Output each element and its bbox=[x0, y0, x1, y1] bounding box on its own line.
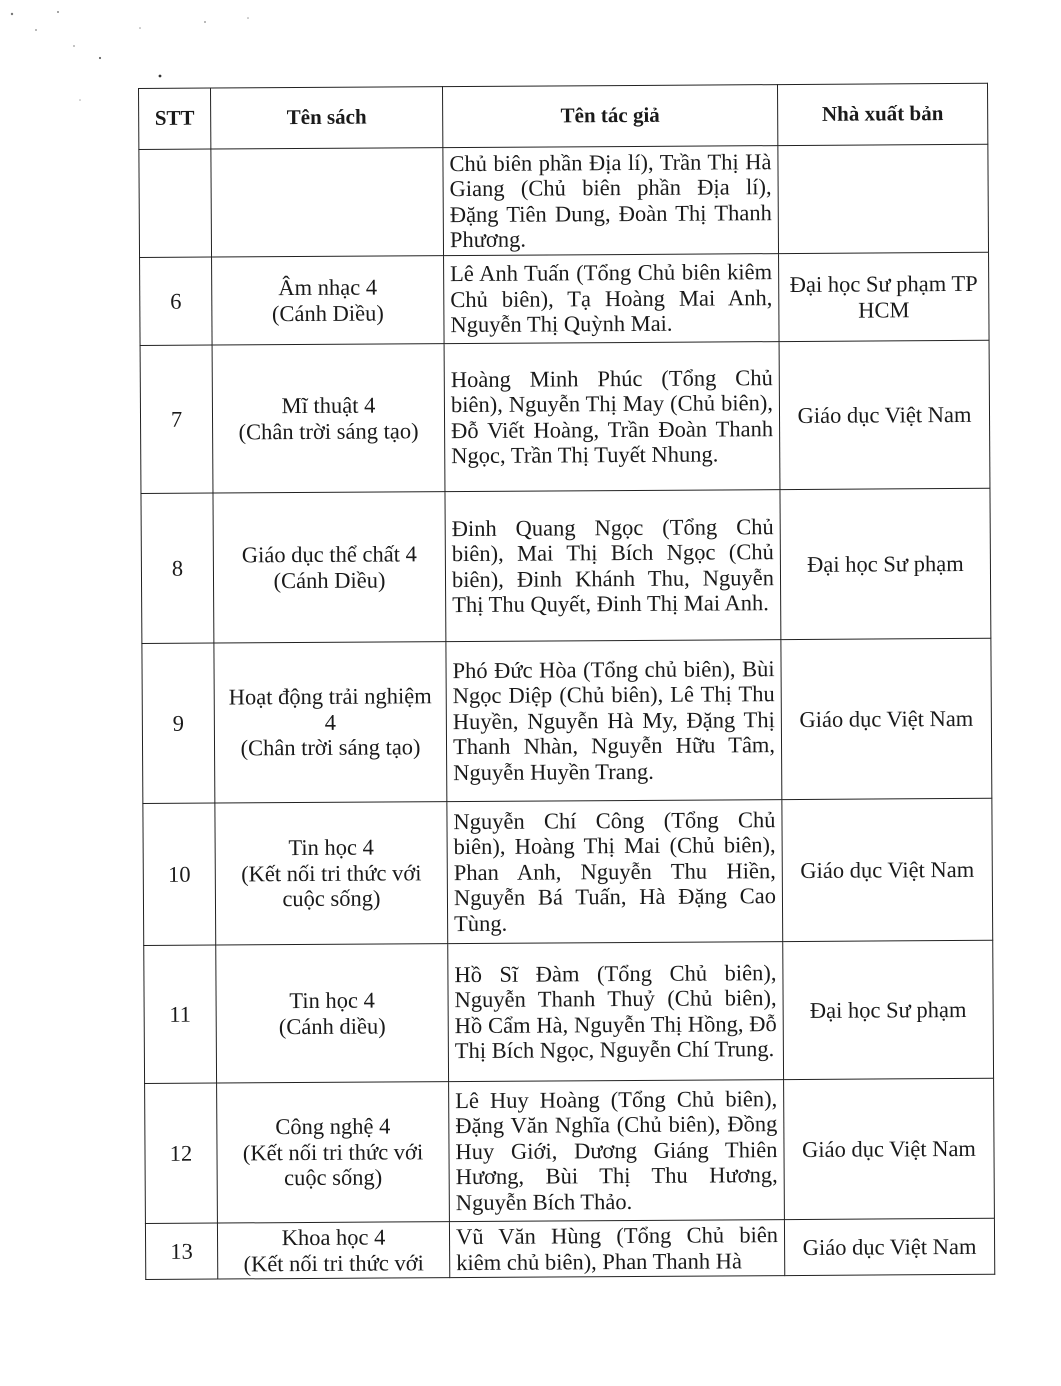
table-row bbox=[145, 1218, 994, 1279]
book-title: Mĩ thuật 4 bbox=[281, 392, 376, 419]
table-row bbox=[143, 798, 993, 945]
row-book-name bbox=[213, 492, 446, 643]
row-stt: 6 bbox=[140, 257, 213, 345]
book-series: (Chân trời sáng tạo) bbox=[240, 734, 421, 761]
book-title: Tin học 4 bbox=[288, 834, 374, 861]
row-publisher: Giáo dục Việt Nam bbox=[779, 340, 990, 489]
row-publisher: Giáo dục Việt Nam bbox=[781, 638, 992, 799]
book-series: (Cánh Diều) bbox=[273, 566, 386, 593]
row-author: Hoàng Minh Phúc (Tổng Chủ biên), Nguyễn Thị May (Chủ biên), Đỗ Viết Hoàng, Trần Đoàn Thanh Ngọc, Trần Thị Tuyết Nhung. bbox=[444, 342, 780, 492]
row-author: Chủ biên phần Địa lí), Trần Thị Hà Giang (Chủ biên phần Địa lí), Đặng Tiên Dung, Đoàn Thị Thanh Phương. bbox=[443, 146, 779, 256]
table-row bbox=[140, 340, 990, 493]
row-author: Vũ Văn Hùng (Tổng Chủ biên kiêm chủ biên), Phan Thanh Hà bbox=[449, 1220, 784, 1278]
row-publisher: Đại học Sư phạm bbox=[780, 488, 991, 639]
book-series: (Cánh Diều) bbox=[271, 300, 384, 326]
book-title: Tin học 4 bbox=[289, 987, 375, 1014]
row-book-name bbox=[215, 802, 448, 945]
header-author: Tên tác giả bbox=[442, 85, 777, 148]
row-book-name bbox=[217, 1222, 449, 1279]
row-publisher bbox=[778, 144, 989, 253]
table-row bbox=[144, 940, 994, 1083]
row-book-name bbox=[212, 256, 445, 345]
row-publisher: Giáo dục Việt Nam bbox=[784, 1078, 995, 1219]
book-title: Giáo dục thể chất 4 bbox=[241, 541, 417, 568]
row-author: Phó Đức Hòa (Tổng chủ biên), Bùi Ngọc Diệp (Chủ biên), Lê Thị Thu Huyền, Nguyễn Hà My, Đặng Thị Thanh Nhàn, Nguyễn Hữu Tâm, Nguyễn Huyền Trang. bbox=[446, 640, 782, 802]
header-stt: STT bbox=[139, 88, 211, 149]
book-series: (Kết nối tri thức với bbox=[243, 1249, 424, 1276]
row-publisher: Giáo dục Việt Nam bbox=[784, 1218, 994, 1275]
header-book-name: Tên sách bbox=[211, 87, 443, 149]
row-publisher: Đại học Sư phạm TP HCM bbox=[779, 252, 990, 341]
row-stt: 12 bbox=[145, 1083, 218, 1223]
row-stt: 8 bbox=[141, 493, 214, 643]
document-page bbox=[138, 83, 994, 1280]
row-stt: 11 bbox=[144, 945, 217, 1083]
book-series: (Kết nối tri thức với cuộc sống) bbox=[241, 860, 422, 912]
row-author: Đinh Quang Ngọc (Tổng Chủ biên), Mai Thị Bích Ngọc (Chủ biên), Đinh Khánh Thu, Nguyễn Thị Thu Quyết, Đinh Thị Mai Anh. bbox=[445, 490, 781, 642]
row-author: Nguyễn Chí Công (Tổng Chủ biên), Hoàng Thị Mai (Chủ biên), Phan Anh, Nguyễn Thu Hiền, Nguyễn Bá Tuấn, Hà Đặng Cao Tùng. bbox=[447, 800, 783, 944]
table-row bbox=[145, 1078, 995, 1223]
book-series: (Cánh diều) bbox=[278, 1013, 386, 1039]
table-row bbox=[139, 144, 989, 257]
textbook-table bbox=[138, 83, 995, 1280]
row-stt bbox=[139, 149, 212, 257]
row-book-name bbox=[214, 642, 447, 803]
row-stt: 9 bbox=[142, 643, 215, 803]
book-series: (Chân trời sáng tạo) bbox=[238, 417, 419, 444]
row-stt: 13 bbox=[145, 1223, 217, 1279]
book-title: Công nghệ 4 bbox=[275, 1113, 391, 1140]
row-author: Lê Anh Tuấn (Tổng Chủ biên kiêm Chủ biên), Tạ Hoàng Mai Anh, Nguyễn Thị Quỳnh Mai. bbox=[444, 254, 780, 344]
book-title: Khoa học 4 bbox=[281, 1224, 386, 1251]
book-title: Hoạt động trải nghiệm 4 bbox=[228, 683, 432, 735]
row-author: Lê Huy Hoàng (Tổng Chủ biên), Đặng Văn Nghĩa (Chủ biên), Đồng Huy Giới, Dương Giáng Thiên Hương, Bùi Thị Thu Hương, Nguyễn Bích Thảo. bbox=[449, 1080, 785, 1222]
book-series: (Kết nối tri thức với cuộc sống) bbox=[242, 1139, 424, 1191]
row-stt: 7 bbox=[140, 345, 213, 493]
book-title: Âm nhạc 4 bbox=[278, 274, 378, 301]
row-book-name bbox=[217, 1082, 450, 1223]
row-publisher: Đại học Sư phạm bbox=[783, 940, 994, 1079]
table-row bbox=[140, 252, 990, 345]
row-stt: 10 bbox=[143, 803, 216, 945]
row-book-name bbox=[216, 944, 449, 1083]
row-publisher: Giáo dục Việt Nam bbox=[782, 798, 993, 941]
table-header-row bbox=[139, 83, 988, 149]
row-book-name bbox=[211, 148, 444, 257]
row-author: Hồ Sĩ Đàm (Tổng Chủ biên), Nguyễn Thanh Thuỷ (Chủ biên), Hồ Cẩm Hà, Nguyễn Thị Hồng, Đỗ Thị Bích Ngọc, Nguyễn Chí Trung. bbox=[448, 942, 784, 1082]
header-publisher: Nhà xuất bản bbox=[777, 83, 987, 145]
row-book-name bbox=[212, 344, 445, 493]
table-row bbox=[141, 488, 991, 643]
table-row bbox=[142, 638, 992, 803]
